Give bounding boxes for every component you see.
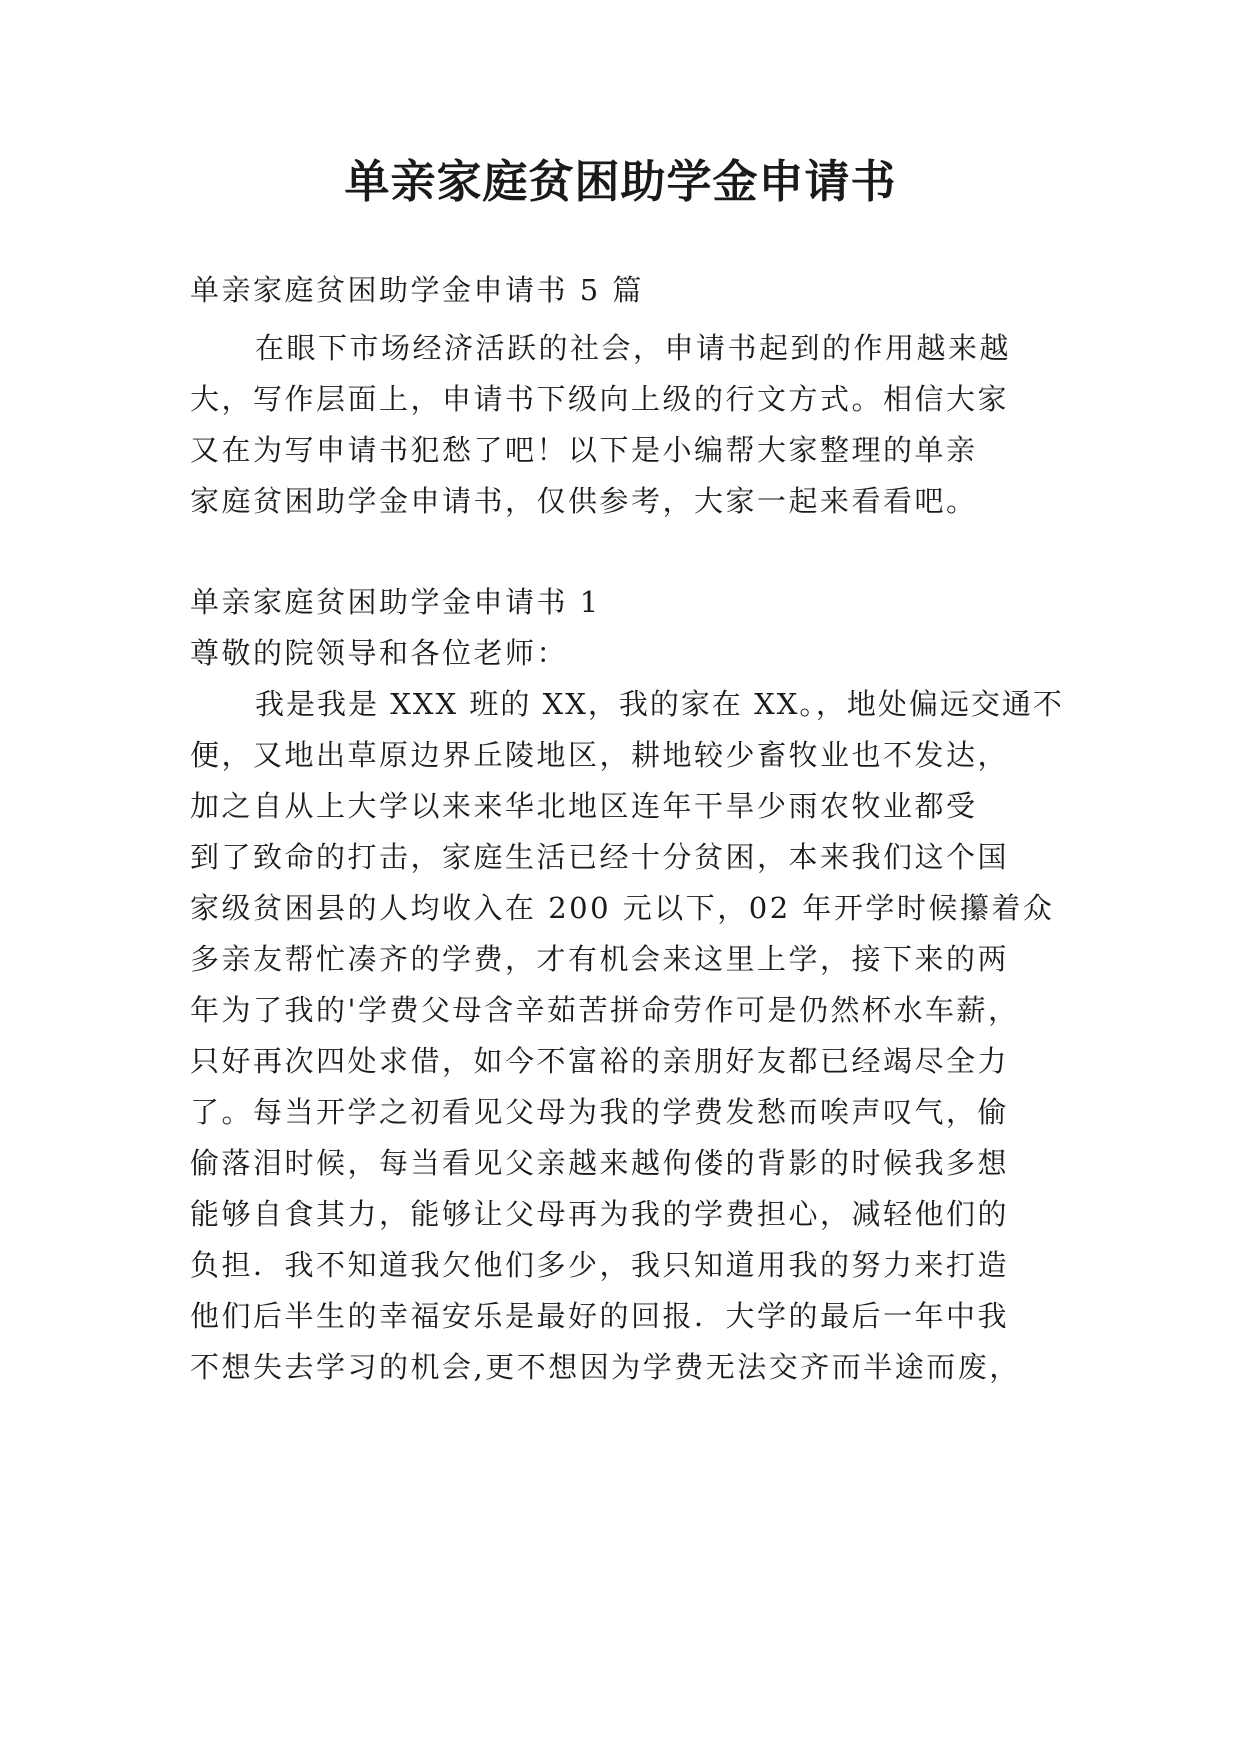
document-title: 单亲家庭贫困助学金申请书 xyxy=(344,155,897,208)
intro-line: 又在为写申请书犯愁了吧！以下是小编帮大家整理的单亲 xyxy=(190,433,978,467)
body-line: 加之自从上大学以来来华北地区连年干旱少雨农牧业都受 xyxy=(190,789,978,823)
body-line: 年为了我的'学费父母含辛茹苦拼命劳作可是仍然杯水车薪， xyxy=(190,993,1020,1027)
intro-line: 在眼下市场经济活跃的社会，申请书起到的作用越来越 xyxy=(255,331,1012,365)
body-line: 只好再次四处求借，如今不富裕的亲朋好友都已经竭尽全力 xyxy=(190,1044,1010,1078)
body-line: 能够自食其力，能够让父母再为我的学费担心，减轻他们的 xyxy=(190,1197,1010,1231)
document-subtitle: 单亲家庭贫困助学金申请书 5 篇 xyxy=(190,273,644,307)
body-line: 了。每当开学之初看见父母为我的学费发愁而唉声叹气，偷 xyxy=(190,1095,1010,1129)
body-line: 家级贫困县的人均收入在 200 元以下，02 年开学时候攥着众 xyxy=(190,891,1055,925)
section-heading: 单亲家庭贫困助学金申请书 1 xyxy=(190,585,601,619)
intro-line: 大，写作层面上，申请书下级向上级的行文方式。相信大家 xyxy=(190,382,1010,416)
body-line: 便，又地出草原边界丘陵地区，耕地较少畜牧业也不发达， xyxy=(190,738,1010,772)
salutation: 尊敬的院领导和各位老师： xyxy=(190,636,569,670)
body-line: 偷落泪时候，每当看见父亲越来越佝偻的背影的时候我多想 xyxy=(190,1146,1010,1180)
intro-line: 家庭贫困助学金申请书，仅供参考，大家一起来看看吧。 xyxy=(190,484,978,518)
body-line: 到了致命的打击，家庭生活已经十分贫困，本来我们这个国 xyxy=(190,840,1010,874)
body-line: 多亲友帮忙凑齐的学费，才有机会来这里上学，接下来的两 xyxy=(190,942,1010,976)
body-line: 他们后半生的幸福安乐是最好的回报．大学的最后一年中我 xyxy=(190,1299,1010,1333)
body-line: 我是我是 XXX 班的 XX，我的家在 XX。，地处偏远交通不 xyxy=(255,687,1064,721)
body-line: 不想失去学习的机会,更不想因为学费无法交齐而半途而废， xyxy=(190,1350,1021,1384)
body-line: 负担．我不知道我欠他们多少，我只知道用我的努力来打造 xyxy=(190,1248,1010,1282)
